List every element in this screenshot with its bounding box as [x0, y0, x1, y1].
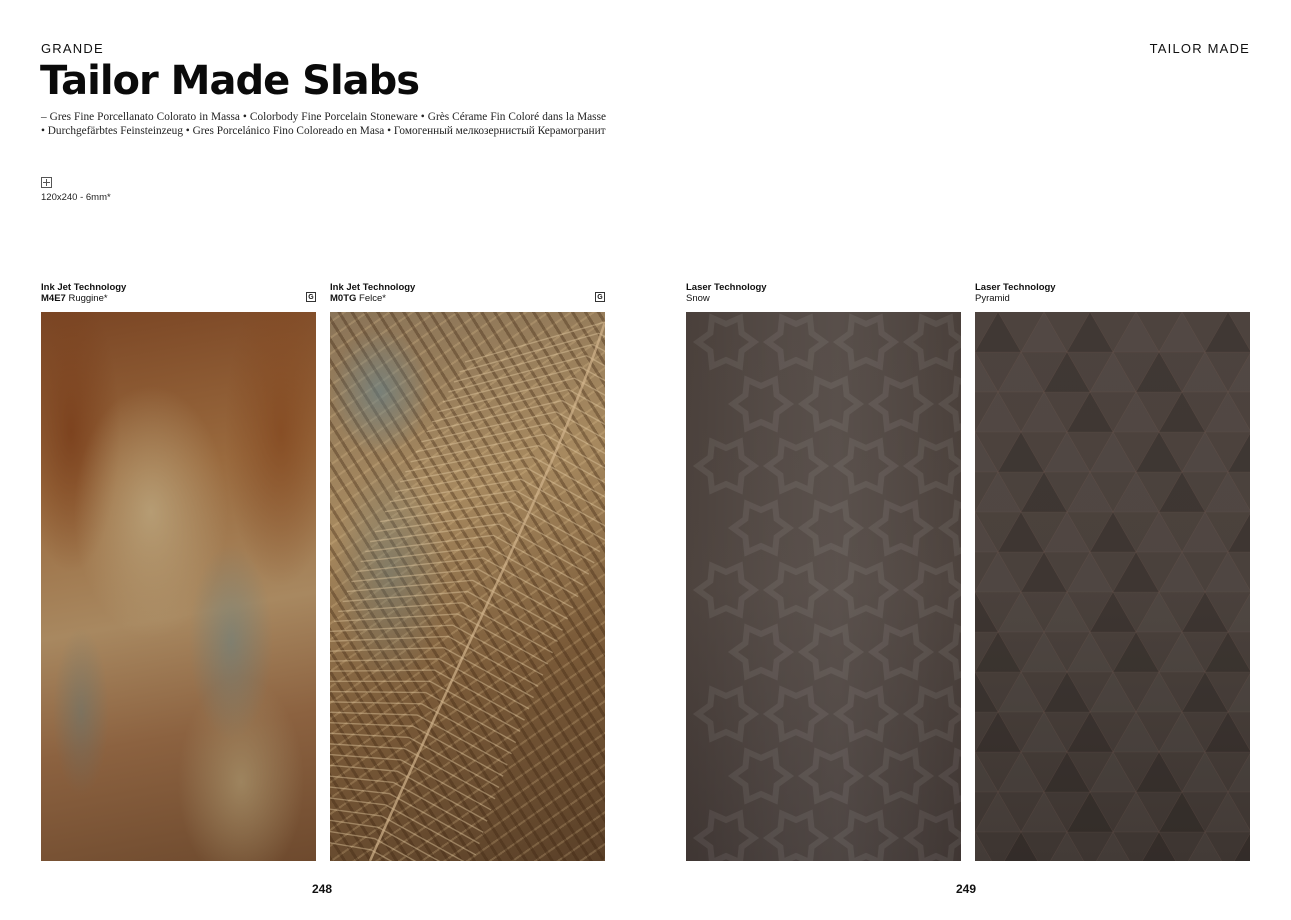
- size-icon: [41, 177, 52, 188]
- slab-image-snow[interactable]: [686, 312, 961, 861]
- tile-name: Pyramid: [975, 293, 1010, 304]
- tile-technology: Laser Technology: [975, 282, 1056, 293]
- tile-name: Snow: [686, 293, 710, 304]
- slab-image-felce[interactable]: [330, 312, 605, 861]
- brand-label-left: GRANDE: [41, 41, 104, 56]
- format-size: 120x240 - 6mm*: [41, 192, 111, 203]
- tile-code: M0TG: [330, 293, 357, 304]
- tile-card-ruggine[interactable]: [41, 282, 316, 304]
- tile-label: Felce*: [359, 293, 386, 304]
- page-number-right: 249: [956, 882, 977, 896]
- tile-card-pyramid[interactable]: [975, 282, 1250, 304]
- tile-name: [41, 293, 316, 304]
- page-number-left: 248: [312, 882, 333, 896]
- tile-code: M4E7: [41, 293, 66, 304]
- material-description: – Gres Fine Porcellanato Colorato in Massa • Colorbody Fine Porcelain Stoneware • Grès Cérame Fin Coloré dans la Masse • Durchgefärbtes Feinsteinzeug • Gres Porcelánico Fino Coloreado en Masa • Гомогенный мелкозернистый Керамогранит: [41, 111, 606, 137]
- tile-card-felce[interactable]: [330, 282, 605, 304]
- g-badge-icon: G: [306, 292, 316, 302]
- tile-technology: Ink Jet Technology: [41, 282, 127, 293]
- tile-label: Ruggine*: [68, 293, 108, 304]
- tile-technology: Ink Jet Technology: [330, 282, 416, 293]
- slab-image-pyramid[interactable]: [975, 312, 1250, 861]
- tile-name: [330, 293, 605, 304]
- tile-card-snow[interactable]: [686, 282, 961, 304]
- slab-image-ruggine[interactable]: [41, 312, 316, 861]
- page-title: Tailor Made Slabs: [40, 58, 420, 104]
- brand-label-right: TAILOR MADE: [1149, 41, 1250, 56]
- g-badge-icon: G: [595, 292, 605, 302]
- star-lattice-pattern: [686, 312, 961, 861]
- palm-frond-pattern: [330, 312, 605, 861]
- triangle-pattern: [975, 312, 1250, 861]
- tile-technology: Laser Technology: [686, 282, 767, 293]
